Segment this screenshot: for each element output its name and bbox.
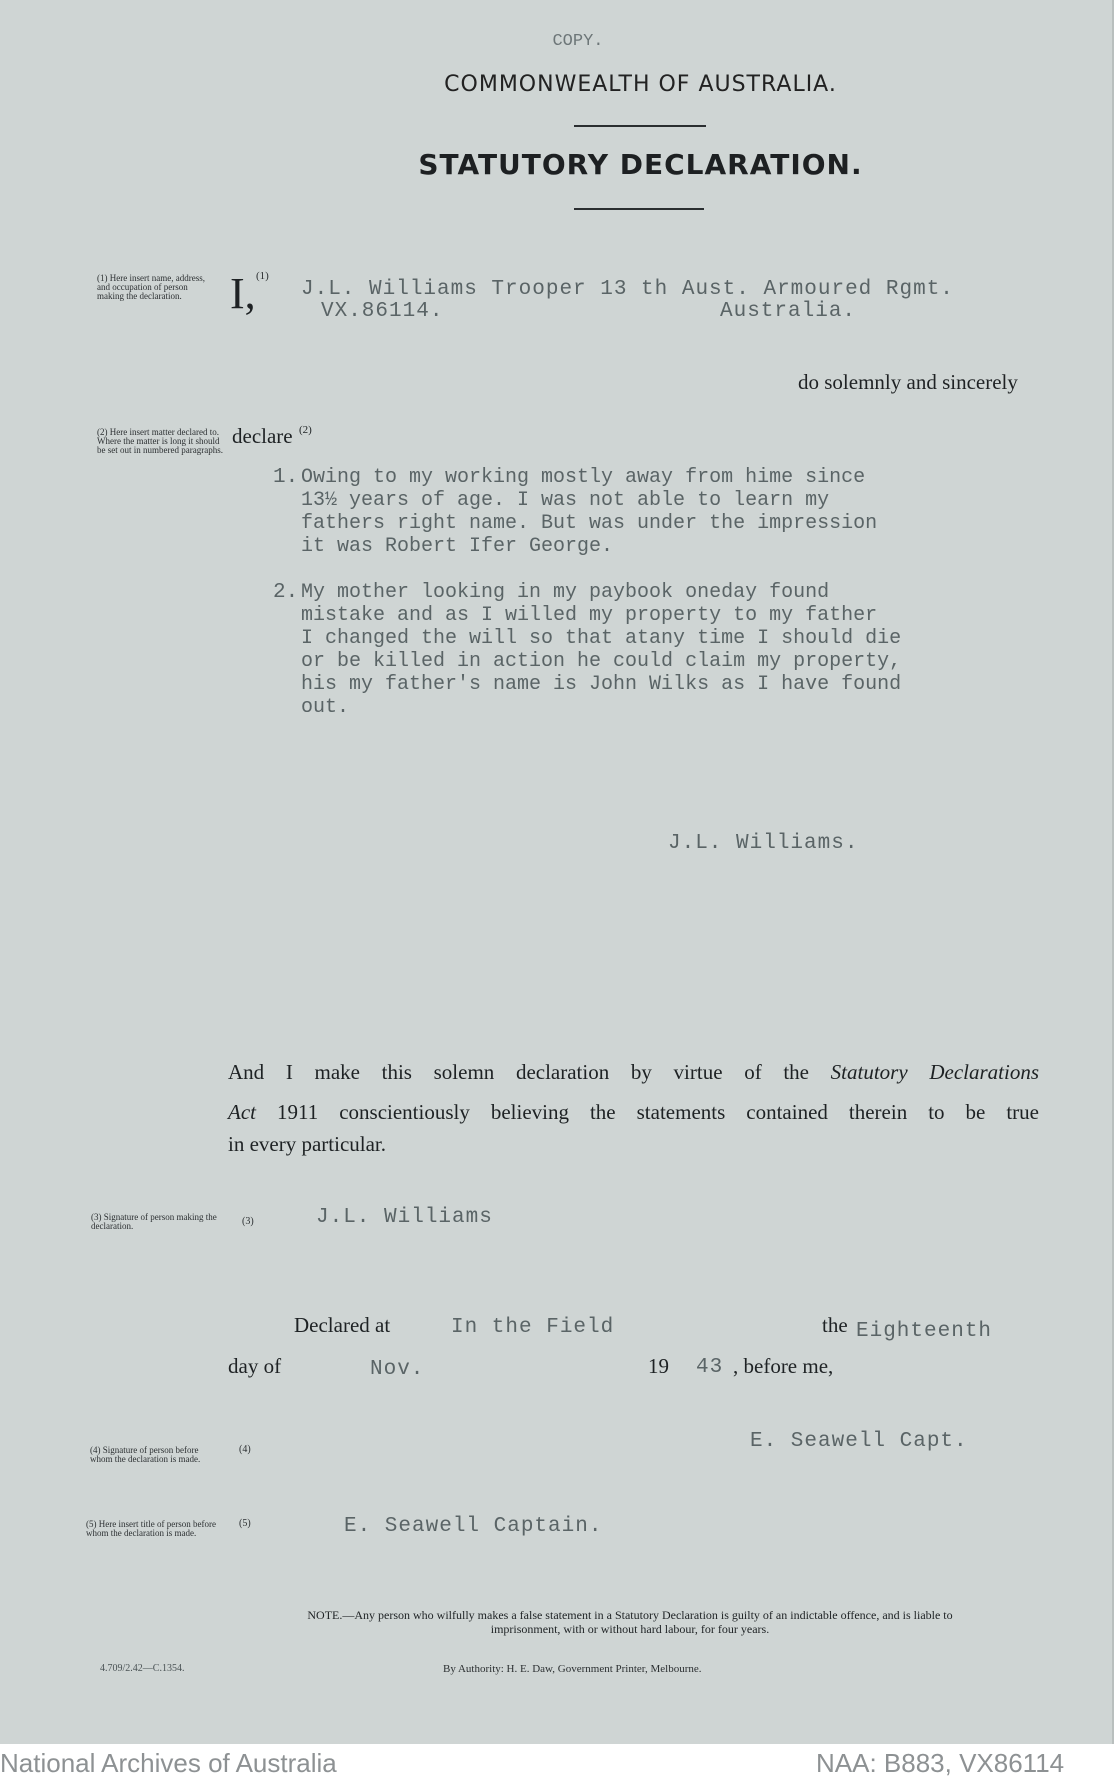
page-title: STATUTORY DECLARATION. xyxy=(418,148,863,181)
declarant-signature: J.L. Williams xyxy=(316,1206,493,1229)
heading-divider xyxy=(574,125,706,127)
declarant-service-number: VX.86114. xyxy=(321,300,444,323)
paragraph-2-number: 2. xyxy=(273,581,299,604)
declarant-marker: (1) xyxy=(256,270,269,282)
margin-note-1: (1) Here insert name, address, and occupation of person making the declaration. xyxy=(97,273,205,301)
typed-signature: J.L. Williams. xyxy=(668,832,859,855)
solemn-text-end: in every particular. xyxy=(228,1132,387,1156)
signature-marker: (3) xyxy=(242,1216,254,1227)
act-word: Act xyxy=(228,1100,256,1124)
copy-mark: COPY. xyxy=(552,32,604,51)
margin-note-2: (2) Here insert matter declared to. Where the matter is long it should be set out in numbered paragraphs. xyxy=(97,427,223,455)
declared-at-label: Declared at xyxy=(294,1313,391,1337)
paragraph-1-text: Owing to my working mostly away from hime since 13½ years of age. I was not able to learn my fathers right name. But was under the impression it was Robert Ifer George. xyxy=(301,466,878,558)
declare-word: declare xyxy=(232,424,293,448)
day-of-label: day of xyxy=(228,1354,282,1378)
archive-reference: NAA: B883, VX86114 xyxy=(816,1748,1065,1778)
solemnly-intro: do solemnly and sincerely xyxy=(798,370,1018,394)
margin-note-4: (4) Signature of person before whom the declaration is made. xyxy=(90,1445,201,1464)
declared-month: Nov. xyxy=(370,1358,425,1381)
solemn-declaration xyxy=(228,1052,1039,1132)
witness-title: E. Seawell Captain. xyxy=(344,1515,603,1538)
margin-note-5: (5) Here insert title of person before whom the declaration is made. xyxy=(86,1519,216,1538)
declared-day: Eighteenth xyxy=(856,1320,993,1343)
margin-note-3: (3) Signature of person making the declaration. xyxy=(91,1212,217,1231)
declarant-country: Australia. xyxy=(720,300,857,323)
the-label: the xyxy=(822,1313,848,1337)
form-number: 4.709/2.42—C.1354. xyxy=(100,1663,185,1674)
year-prefix: 19 xyxy=(648,1354,669,1378)
printer-authority: By Authority: H. E. Daw, Government Printer, Melbourne. xyxy=(443,1663,702,1675)
before-me-label: , before me, xyxy=(733,1354,834,1378)
act-name: Statutory Declarations xyxy=(830,1060,1039,1084)
archive-name: National Archives of Australia xyxy=(0,1748,337,1778)
witness-title-marker: (5) xyxy=(239,1518,251,1529)
paragraph-2-text: My mother looking in my paybook oneday found mistake and as I willed my property to my father I changed the will so that atany time I should die or be killed in action he could claim my property, his my father's name is John Wilks as I have found out. xyxy=(301,581,902,719)
commonwealth-heading: COMMONWEALTH OF AUSTRALIA. xyxy=(444,72,837,97)
solemn-text-part-2: 1911 conscientiously believing the statements contained therein to be true xyxy=(255,1100,1039,1124)
legal-note: NOTE.—Any person who wilfully makes a false statement in a Statutory Declaration is guilty of an indictable offence, and is liable to imprisonment, with or without hard labour, for four years. xyxy=(307,1608,953,1636)
declare-marker: (2) xyxy=(299,424,312,436)
solemn-text-part-1: And I make this solemn declaration by virtue of the xyxy=(228,1060,831,1084)
witness-signature: E. Seawell Capt. xyxy=(750,1430,968,1453)
witness-signature-marker: (4) xyxy=(239,1444,251,1455)
declarant-pronoun: I, xyxy=(230,269,256,318)
declared-place: In the Field xyxy=(451,1316,615,1339)
title-divider xyxy=(574,208,704,210)
year-suffix: 43 xyxy=(696,1356,724,1379)
paragraph-1-number: 1. xyxy=(273,466,299,489)
declarant-line-1: J.L. Williams Trooper 13 th Aust. Armoured Rgmt. xyxy=(301,278,954,301)
